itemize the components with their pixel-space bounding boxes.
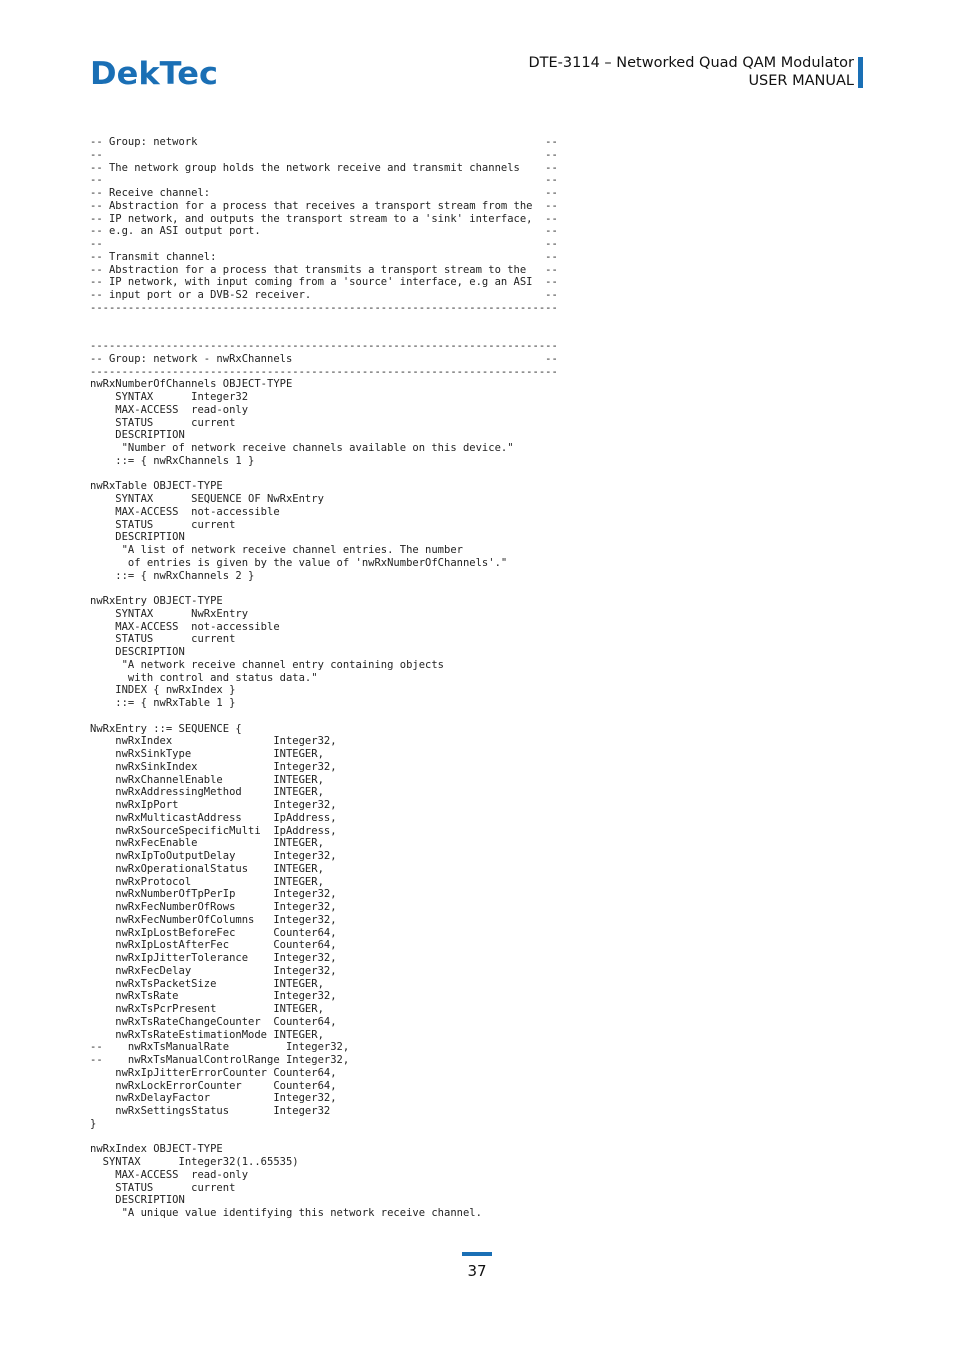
code-line: -- Transmit channel: -- <box>90 250 558 263</box>
code-line: "A network receive channel entry containing objects <box>90 658 445 671</box>
code-line: nwRxIndex OBJECT-TYPE <box>90 1143 223 1156</box>
code-line: -- input port or a DVB-S2 receiver. -- <box>90 289 558 301</box>
code-line: nwRxNumberOfTpPerIp Integer32, <box>90 888 337 901</box>
code-line: nwRxIpLostAfterFec Counter64, <box>90 939 337 952</box>
code-line: -- Group: network -- <box>90 136 558 148</box>
code-line: nwRxTsRate Integer32, <box>90 990 337 1003</box>
code-line: "A list of network receive channel entries. The number <box>90 544 463 556</box>
code-line <box>90 315 558 328</box>
header-titles <box>528 54 854 90</box>
code-line: SYNTAX SEQUENCE OF NwRxEntry <box>90 493 324 505</box>
code-line: nwRxTsRateEstimationMode INTEGER, <box>90 1028 324 1041</box>
logo-wordmark: DekTec <box>90 56 218 88</box>
code-line: -- The network group holds the network receive and transmit channels -- <box>90 161 558 174</box>
code-line: nwRxTsPacketSize INTEGER, <box>90 977 324 990</box>
code-line: nwRxSinkType INTEGER, <box>90 748 324 760</box>
code-line: -- nwRxTsManualControlRange Integer32, <box>90 1054 350 1066</box>
code-line: -- IP network, and outputs the transport stream to a 'sink' interface, -- <box>90 212 558 225</box>
code-line: nwRxFecNumberOfColumns Integer32, <box>90 913 337 926</box>
code-line: nwRxChannelEnable INTEGER, <box>90 773 324 786</box>
code-line: } <box>90 1117 97 1130</box>
code-line: SYNTAX Integer32(1..65535) <box>90 1156 299 1168</box>
document-title: DTE-3114 – Networked Quad QAM Modulator <box>528 55 854 71</box>
code-line: of entries is given by the value of 'nwRxNumberOfChannels'." <box>90 556 508 569</box>
code-line: NwRxEntry ::= SEQUENCE { <box>90 722 242 735</box>
code-line <box>90 327 558 340</box>
page-number-bar <box>462 1252 492 1256</box>
code-line: nwRxDelayFactor Integer32, <box>90 1092 337 1105</box>
code-line: DESCRIPTION <box>90 429 185 442</box>
code-line: DESCRIPTION <box>90 646 185 658</box>
code-line: nwRxAddressingMethod INTEGER, <box>90 786 324 799</box>
code-line: nwRxProtocol INTEGER, <box>90 875 324 888</box>
code-line: "A unique value identifying this network receive channel. <box>90 1207 482 1219</box>
code-line: nwRxEntry OBJECT-TYPE <box>90 595 223 607</box>
code-line: nwRxOperationalStatus INTEGER, <box>90 862 324 875</box>
code-line: nwRxFecNumberOfRows Integer32, <box>90 901 337 913</box>
code-line: STATUS current <box>90 518 236 531</box>
header-accent-bar <box>858 57 863 88</box>
code-line: nwRxLockErrorCounter Counter64, <box>90 1079 337 1092</box>
code-line: nwRxIpPort Integer32, <box>90 799 337 811</box>
code-line <box>90 582 558 595</box>
code-line: nwRxTsRateChangeCounter Counter64, <box>90 1015 337 1028</box>
code-line: ::= { nwRxChannels 2 } <box>90 569 255 582</box>
code-line: MAX-ACCESS read-only <box>90 1168 249 1181</box>
code-line: -------------------------------------------------------------------------- <box>90 340 558 352</box>
code-line: ::= { nwRxTable 1 } <box>90 697 236 709</box>
code-line <box>90 468 558 481</box>
dektec-logo <box>90 56 220 88</box>
code-line: nwRxIpJitterTolerance Integer32, <box>90 952 337 964</box>
code-line: -------------------------------------------------------------------------- <box>90 301 558 314</box>
code-line: -- -- <box>90 174 558 187</box>
code-line: MAX-ACCESS read-only <box>90 403 249 416</box>
code-line: -- IP network, with input coming from a 'source' interface, e.g an ASI -- <box>90 276 558 289</box>
code-line: -- nwRxTsManualRate Integer32, <box>90 1041 350 1054</box>
code-line: nwRxIpLostBeforeFec Counter64, <box>90 926 337 939</box>
code-line: INDEX { nwRxIndex } <box>90 684 236 697</box>
code-line: nwRxSettingsStatus Integer32 <box>90 1105 331 1117</box>
code-line: nwRxSinkIndex Integer32, <box>90 760 337 773</box>
code-line: nwRxTable OBJECT-TYPE <box>90 480 223 493</box>
code-line: -------------------------------------------------------------------------- <box>90 365 558 378</box>
code-line: -- -- <box>90 148 558 161</box>
code-line: -- Receive channel: -- <box>90 187 558 199</box>
code-line: nwRxIpToOutputDelay Integer32, <box>90 850 337 862</box>
code-line: "Number of network receive channels available on this device." <box>90 442 514 454</box>
code-line: DESCRIPTION <box>90 1194 185 1207</box>
code-line: SYNTAX NwRxEntry <box>90 607 249 620</box>
code-line: STATUS current <box>90 633 236 646</box>
code-line: nwRxTsPcrPresent INTEGER, <box>90 1003 324 1015</box>
code-line: SYNTAX Integer32 <box>90 391 249 403</box>
code-line: DESCRIPTION <box>90 531 185 544</box>
code-line: nwRxIndex Integer32, <box>90 735 337 748</box>
code-line: ::= { nwRxChannels 1 } <box>90 454 255 467</box>
code-line: with control and status data." <box>90 671 318 684</box>
code-line: -- e.g. an ASI output port. -- <box>90 225 558 238</box>
mib-code-listing <box>90 136 558 1220</box>
code-line: -- -- <box>90 238 558 250</box>
code-line: nwRxFecDelay Integer32, <box>90 964 337 977</box>
code-line: nwRxNumberOfChannels OBJECT-TYPE <box>90 378 293 391</box>
page-number: 37 <box>467 1262 487 1280</box>
code-line <box>90 710 558 723</box>
code-line: MAX-ACCESS not-accessible <box>90 505 280 518</box>
code-line: STATUS current <box>90 1181 236 1194</box>
code-line: -- Abstraction for a process that receives a transport stream from the -- <box>90 199 558 212</box>
code-line: STATUS current <box>90 416 236 429</box>
code-line: -- Group: network - nwRxChannels -- <box>90 352 558 365</box>
code-line: -- Abstraction for a process that transmits a transport stream to the -- <box>90 263 558 276</box>
code-line: MAX-ACCESS not-accessible <box>90 620 280 633</box>
code-line: nwRxFecEnable INTEGER, <box>90 837 324 850</box>
code-line: nwRxIpJitterErrorCounter Counter64, <box>90 1066 337 1079</box>
code-line: nwRxSourceSpecificMulti IpAddress, <box>90 824 337 837</box>
code-line <box>90 1131 558 1144</box>
document-subtitle: USER MANUAL <box>748 73 854 89</box>
code-line: nwRxMulticastAddress IpAddress, <box>90 811 337 824</box>
